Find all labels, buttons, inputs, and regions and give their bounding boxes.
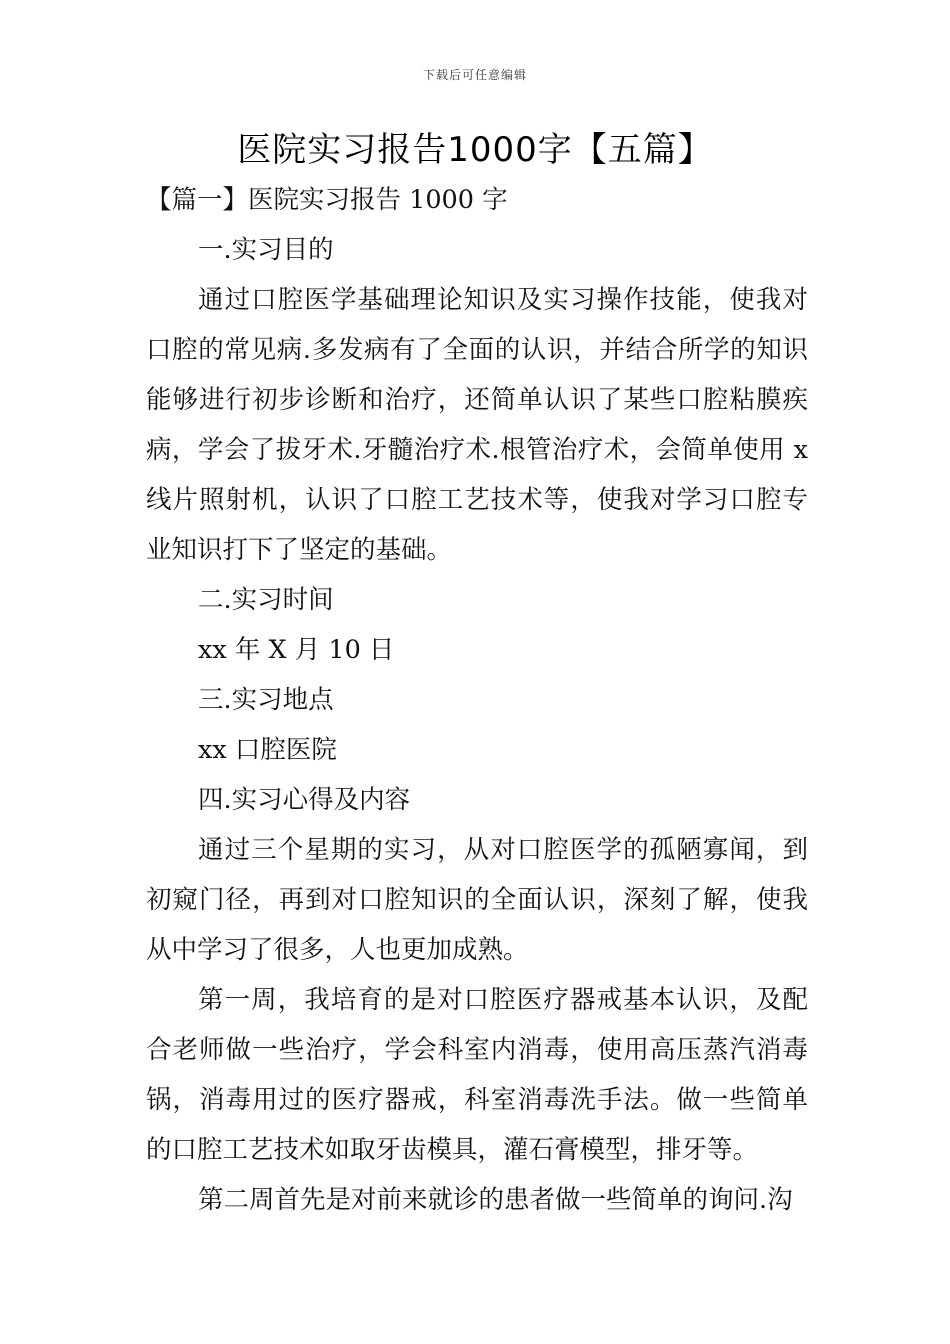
time-heading: 二.实习时间 <box>198 585 334 615</box>
document-body <box>146 175 808 1225</box>
week-two-paragraph: 第二周首先是对前来就诊的患者做一些简单的询问.沟 <box>198 1185 793 1215</box>
header-note: 下载后可任意编辑 <box>422 68 527 82</box>
place-heading: 三.实习地点 <box>198 685 334 715</box>
page-title: 医院实习报告1000字【五篇】 <box>237 130 713 170</box>
purpose-heading: 一.实习目的 <box>198 235 334 265</box>
time-value: xx 年 X 月 10 日 <box>198 635 395 665</box>
week-one-paragraph: 第一周，我培育的是对口腔医疗器戒基本认识，及配合老师做一些治疗，学会科室内消毒，使用高压蒸汽消毒锅，消毒用过的医疗器戒，科室消毒洗手法。做一些简单的口腔工艺技术如取牙齿模具，灌石膏模型，排牙等。 <box>146 985 808 1165</box>
experience-paragraph: 通过三个星期的实习，从对口腔医学的孤陋寡闻，到初窥门径，再到对口腔知识的全面认识，深刻了解，使我从中学习了很多，人也更加成熟。 <box>146 835 808 965</box>
place-value: xx 口腔医院 <box>198 735 337 765</box>
purpose-paragraph: 通过口腔医学基础理论知识及实习操作技能，使我对口腔的常见病.多发病有了全面的认识，并结合所学的知识能够进行初步诊断和治疗，还简单认识了某些口腔粘膜疾病，学会了拔牙术.牙髓治疗术.根管治疗术，会简单使用 x 线片照射机，认识了口腔工艺技术等，使我对学习口腔专业知识打下了坚定的基础。 <box>146 285 808 565</box>
section-heading: 【篇一】医院实习报告 1000 字 <box>146 185 508 215</box>
experience-heading: 四.实习心得及内容 <box>198 785 411 815</box>
